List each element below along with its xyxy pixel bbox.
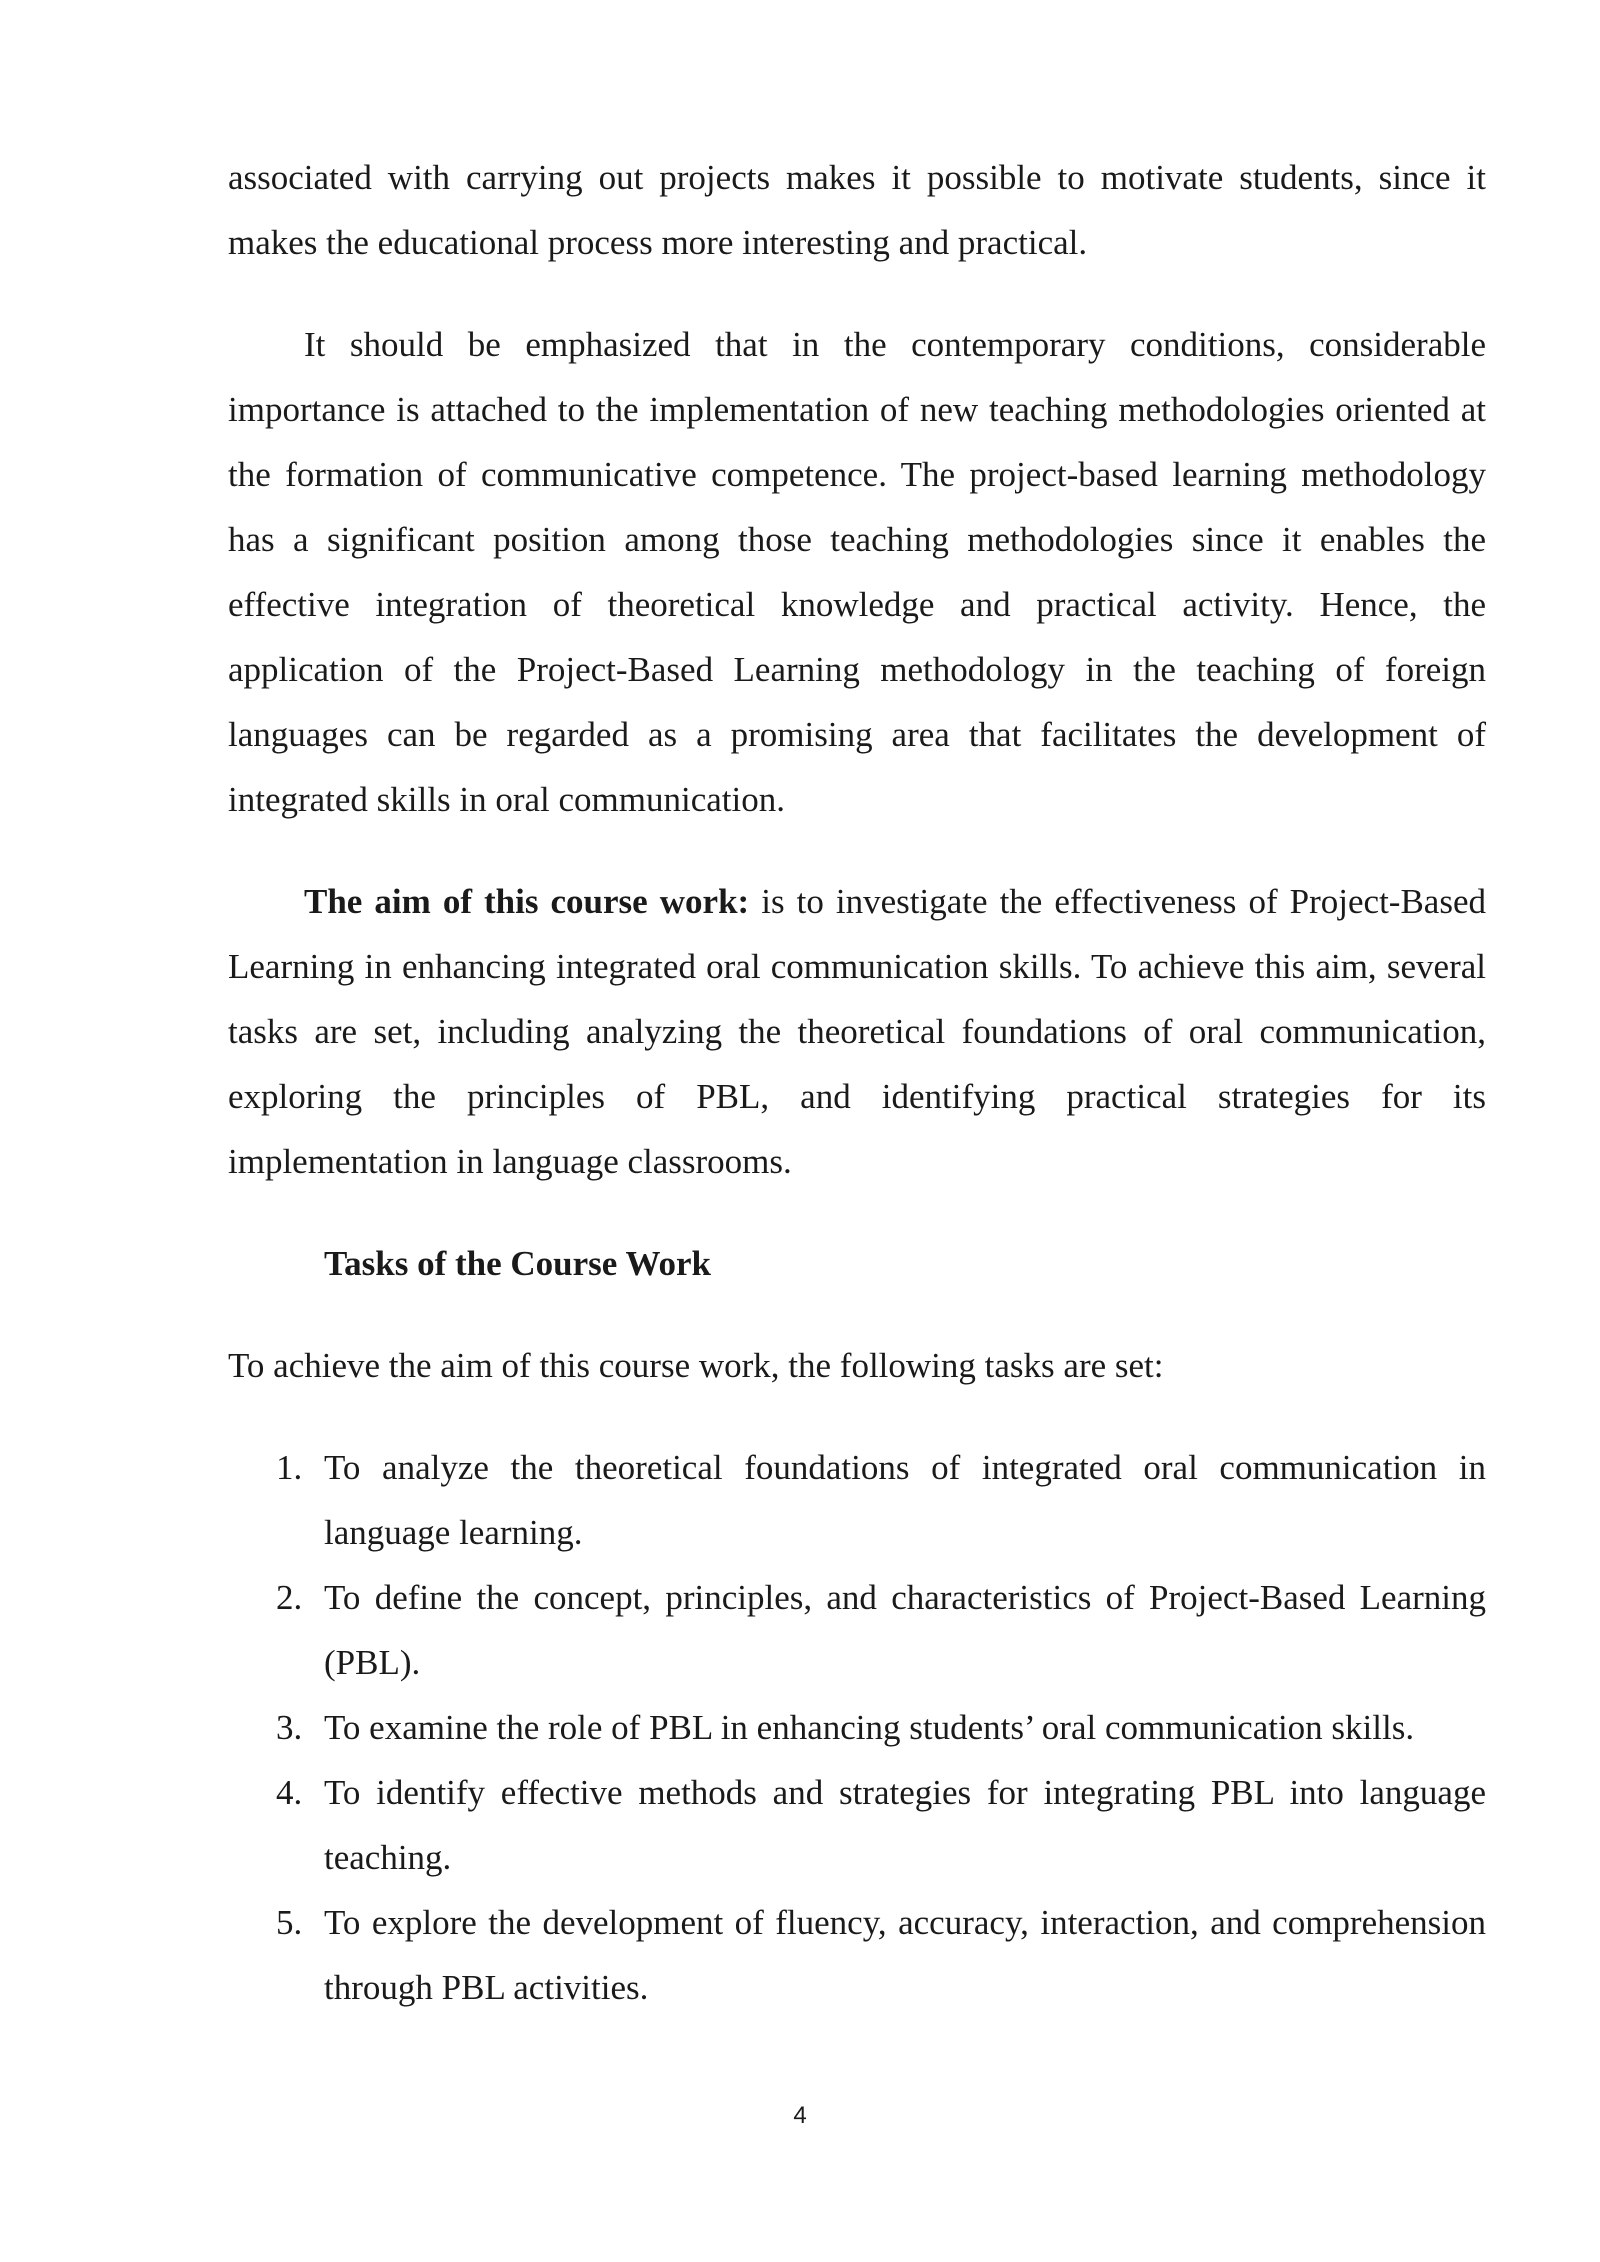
- list-item-text: To identify effective methods and strategies for integrating PBL into language teaching.: [324, 1773, 1486, 1877]
- list-item-number: 3.: [276, 1708, 303, 1747]
- list-item-text: To define the concept, principles, and characteristics of Project-Based Learning (PBL).: [324, 1578, 1486, 1682]
- methodology-paragraph: It should be emphasized that in the contemporary conditions, considerable importance is attached to the implementation of new teaching methodologies oriented at the formation of communicative competence. The project-based learning methodology has a significant position among those teaching methodologies since it enables the effective integration of theoretical knowledge and practical activity. Hence, the application of the Project-Based Learning methodology in the teaching of foreign languages can be regarded as a promising area that facilitates the development of integrated skills in oral communication.: [228, 325, 1486, 819]
- list-item-text: To explore the development of fluency, accuracy, interaction, and comprehension through PBL activities.: [324, 1903, 1486, 2007]
- aim-label: The aim of this course work:: [304, 882, 750, 921]
- list-item-number: 5.: [276, 1903, 303, 1942]
- list-item: [228, 1695, 1486, 1760]
- list-item: [228, 1760, 1486, 1890]
- intro-continuation-paragraph: associated with carrying out projects makes it possible to motivate students, since it makes the educational process more interesting and practical.: [228, 158, 1486, 262]
- list-item-text: To examine the role of PBL in enhancing students’ oral communication skills.: [324, 1708, 1415, 1747]
- list-item: [228, 1890, 1486, 2020]
- aim-paragraph: [228, 869, 1486, 1194]
- aim-text: is to investigate the effectiveness of Project-Based Learning in enhancing integrated oral communication skills. To achieve this aim, several tasks are set, including analyzing the theoretical foundations of oral communication, exploring the principles of PBL, and identifying practical strategies for its implementation in language classrooms.: [228, 882, 1486, 1181]
- document-page: [228, 145, 1486, 2020]
- list-item: [228, 1435, 1486, 1565]
- tasks-list: [228, 1435, 1486, 2020]
- tasks-intro: To achieve the aim of this course work, the following tasks are set:: [228, 1346, 1164, 1385]
- tasks-heading: Tasks of the Course Work: [324, 1244, 712, 1283]
- list-item-number: 2.: [276, 1578, 303, 1617]
- list-item: [228, 1565, 1486, 1695]
- list-item-text: To analyze the theoretical foundations of integrated oral communication in language learning.: [324, 1448, 1486, 1552]
- list-item-number: 4.: [276, 1773, 303, 1812]
- list-item-number: 1.: [276, 1448, 303, 1487]
- page-number: 4: [793, 2102, 807, 2129]
